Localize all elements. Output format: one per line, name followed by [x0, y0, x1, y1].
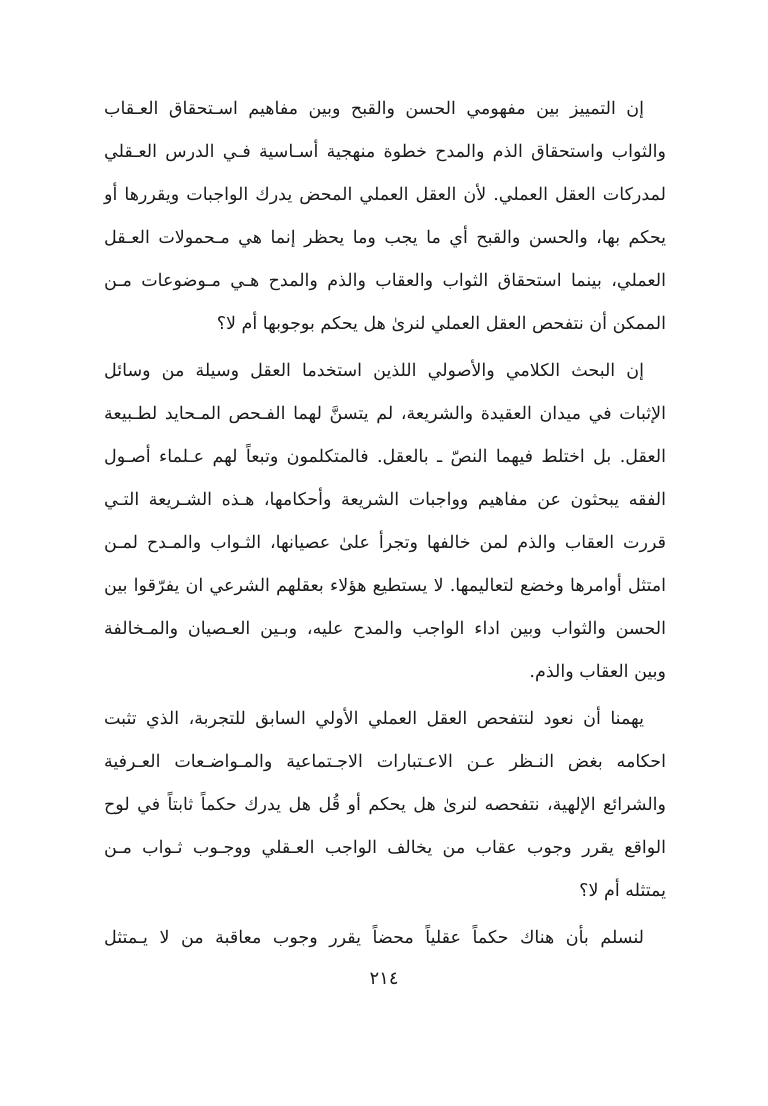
text-line: والثواب واستحقاق الذم والمدح خطوة منهجية أسـاسية فـي الدرس العـقلي — [104, 142, 666, 162]
text-line: الفقه يبحثون عن مفاهيم وواجبات الشريعة وأحكامها، هـذه الشـريعة التـي — [104, 490, 666, 510]
text-line: قررت العقاب والذم لمن خالفها وتجرأ علىٰ عصيانها، الثـواب والمـدح لمـن — [104, 533, 666, 553]
paragraph-3 — [104, 698, 666, 913]
text-line: والشرائع الإلهية، نتفحصه لنرىٰ هل يحكم أو قُل هل يدرك حكماً ثابتاً في لوح — [104, 795, 666, 815]
text-line: إن التمييز بين مفهومي الحسن والقبح وبين مفاهيم اسـتحقاق العـقاب — [104, 99, 644, 119]
text-line: الواقع يقرر وجوب عقاب من يخالف الواجب العـقلي ووجـوب ثـواب مـن — [104, 838, 666, 858]
text-line: يحكم بها، والحسن والقبح أي ما يجب وما يحظر إنما هي مـحمولات العـقل — [104, 228, 666, 248]
text-line: احكامه بغض النـظر عـن الاعـتبارات الاجـتماعية والمـواضـعات العـرفية — [104, 752, 666, 772]
page-number: ٢١٤ — [369, 968, 399, 989]
body-text — [104, 88, 666, 964]
text-line: لمدركات العقل العملي. لأن العقل العملي المحض يدرك الواجبات ويقررها أو — [104, 185, 666, 205]
text-line: الممكن أن نتفحص العقل العملي لنرىٰ هل يحكم بوجوبها أم لا؟ — [216, 314, 666, 334]
text-line: يمتثله أم لا؟ — [579, 881, 666, 901]
text-line: لنسلم بأن هناك حكماً عقلياً محضاً يقرر وجوب معاقبة من لا يـمتثل — [104, 928, 644, 948]
text-line: يهمنا أن نعود لنتفحص العقل العملي الأولي السابق للتجربة، الذي تثبت — [104, 709, 644, 729]
text-line: الحسن والثواب وبين اداء الواجب والمدح عليه، وبـين العـصيان والمـخالفة — [104, 619, 666, 639]
text-line: امتثل أوامرها وخضع لتعاليمها. لا يستطيع هؤلاء بعقلهم الشرعي ان يفرّقوا بين — [104, 576, 666, 596]
text-line: العقل. بل اختلط فيهما النصّ ـ بالعقل. فالمتكلمون وتبعاً لهم عـلماء أصـول — [104, 447, 666, 467]
text-line: الإثبات في ميدان العقيدة والشريعة، لم يتسنَّ لهما الفـحص المـحايد لطـبيعة — [104, 404, 666, 424]
text-line: العملي، بينما استحقاق الثواب والعقاب والذم والمدح هـي مـوضوعات مـن — [104, 271, 666, 291]
paragraph-2 — [104, 350, 666, 694]
paragraph-1 — [104, 88, 666, 346]
text-line: إن البحث الكلامي والأصولي اللذين استخدما العقل وسيلة من وسائل — [104, 361, 644, 381]
paragraph-4 — [104, 917, 666, 960]
text-line: وبين العقاب والذم. — [529, 662, 666, 682]
